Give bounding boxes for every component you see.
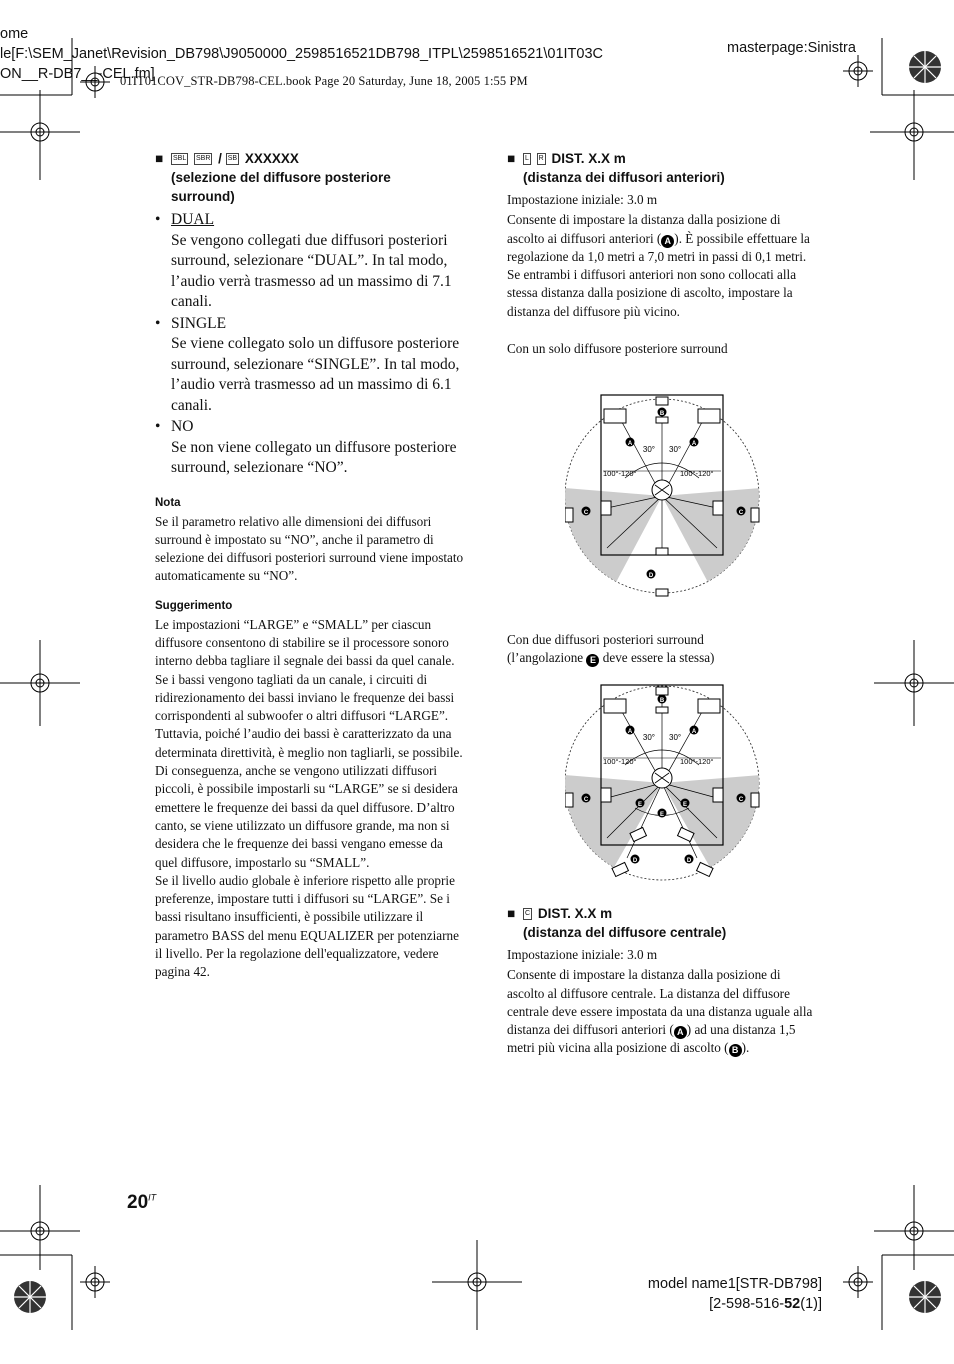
speaker-c-icon: C xyxy=(523,908,532,920)
section-title: DIST. X.X m xyxy=(551,151,626,166)
option-description: Se vengono collegati due diffusori posteriori surround, selezionare “DUAL”. In tal modo, l’audio verrà trasmesso ad un massimo di 7.1 canali. xyxy=(171,231,452,310)
text-run: Consente di impostare la distanza dalla posizione di ascolto al diffusore centrale. La distanza del diffusore centrale deve essere impostata da una distanza uguale alla distanza dei diffusori anteriori ( xyxy=(507,967,813,1038)
speaker-layout-diagram-dual xyxy=(565,683,760,883)
range-label-right: 100°-120° xyxy=(680,757,714,766)
tip-text: Le impostazioni “LARGE” e “SMALL” per ciascun diffusore consentono di stabilire se il processore sonoro interno debba tagliare il segnale dei bassi da quel canale. Se i bassi vengono tagliati da un canale, i circuiti di ridirezionamento dei bassi inviano le frequenze dei bassi corrispondenti al subwoofer o altri diffusori “LARGE”. xyxy=(155,616,455,724)
book-line: 01IT01COV_STR-DB798-CEL.book Page 20 Saturday, June 18, 2005 1:55 PM xyxy=(120,74,528,88)
angle-label-right: 30° xyxy=(669,733,682,742)
tip-text: Tuttavia, poiché l’audio dei bassi è caratterizzato da una determinata direttività, è meglio non tagliarli, se possibile. Di conseguenza, anche se vengono utilizzati diffusori piccoli, è possibile impostarli su “LARGE” se si desidera emettere le frequenze dei bassi da quel diffusore. D’altro canto, se viene utilizzato un diffusore grande, ma non si desidera che le frequenze dei bassi vengano emesse da quel diffusore, impostarlo su “SMALL”. xyxy=(155,726,463,870)
marker-e-label: E xyxy=(682,802,688,808)
angle-label-left: 30° xyxy=(642,733,655,742)
speaker-sb-icon: SB xyxy=(226,153,239,165)
text-run: ). È possibile effettuare la regolazione da 1,0 metri a 7,0 metri in passi di 0,1 metri. xyxy=(507,230,810,264)
bullet-square: ■ xyxy=(507,906,516,921)
section-subtitle-2: surround) xyxy=(171,189,235,204)
option-single: • SINGLE xyxy=(155,314,227,332)
option-list xyxy=(155,210,467,479)
tip-title: Suggerimento xyxy=(155,599,233,612)
text-run: ) ad una distanza 1,5 metri più vicina alla posizione di ascolto ( xyxy=(507,1022,796,1056)
option-label: SINGLE xyxy=(171,314,227,332)
left-column xyxy=(155,149,467,982)
speaker-layout-diagram-single xyxy=(565,393,760,603)
masterpage-label: masterpage:Sinistra xyxy=(727,40,856,56)
initial-setting: Impostazione iniziale: 3.0 m xyxy=(507,947,658,962)
paragraph xyxy=(507,966,819,1057)
range-label-left: 100°-120° xyxy=(603,469,637,478)
model-name: model name1[STR-DB798] xyxy=(647,1276,822,1292)
paragraph xyxy=(507,211,819,266)
marker-c-label: C xyxy=(583,510,589,516)
text-run: (1)] xyxy=(800,1296,822,1312)
marker-b-label: B xyxy=(659,411,665,417)
angle-label-left: 30° xyxy=(642,445,655,454)
text-run: [2-598-516- xyxy=(709,1296,785,1312)
marker-e-label: E xyxy=(637,802,643,808)
section-heading-front-distance xyxy=(507,149,819,187)
marker-d-label: D xyxy=(648,573,654,579)
speaker-sbl-icon: SBL xyxy=(171,153,188,165)
angle-label-right: 30° xyxy=(669,445,682,454)
paragraph: Se entrambi i diffusori anteriori non sono collocati alla stessa distanza dalla posizione di ascolto, impostare la distanza del diffusore più vicino. xyxy=(507,267,797,319)
text-run: 52 xyxy=(784,1296,801,1312)
file-path-line: ome xyxy=(0,26,29,42)
text-run: (l’angolazione xyxy=(507,650,587,666)
section-heading-center-distance xyxy=(507,904,819,942)
model-code xyxy=(648,1294,822,1314)
bullet-square: ■ xyxy=(155,151,164,166)
marker-d-label: D xyxy=(686,858,692,864)
marker-c-label: C xyxy=(738,797,744,803)
marker-a: A xyxy=(661,235,674,248)
section-title: DIST. X.X m xyxy=(537,906,613,921)
page-number-suffix: IT xyxy=(148,1192,157,1203)
model-info xyxy=(648,1274,822,1314)
note-title: Nota xyxy=(155,496,181,509)
marker-e: E xyxy=(586,654,599,667)
figure-caption-2 xyxy=(507,631,819,668)
marker-c-label: C xyxy=(738,510,744,516)
section-title: XXXXXX xyxy=(244,151,299,166)
right-column xyxy=(507,149,819,358)
text-run: Consente di impostare la distanza dalla posizione di ascolto ai diffusori anteriori ( xyxy=(507,212,781,246)
bullet-square: ■ xyxy=(507,151,516,166)
marker-a: A xyxy=(674,1026,687,1039)
caption-line: Con due diffusori posteriori surround xyxy=(507,632,704,647)
slash: / xyxy=(218,151,222,166)
file-path-line: le[F:\SEM_Janet\Revision_DB798\J9050000_2598516521DB798_ITPL\2598516521\01IT03C xyxy=(0,46,603,62)
range-label-right: 100°-120° xyxy=(680,469,714,478)
tip-text: Se il livello audio globale è inferiore rispetto alle proprie preferenze, impostare tutti i diffusori su “LARGE”. Se i bassi risultano insufficienti, è possibile utilizzare il parametro BASS del menu EQUALIZER per potenziarne il livello. Per la regolazione dell'equalizzatore, vedere pagina 42. xyxy=(155,872,459,980)
section-heading-surround-back xyxy=(155,149,467,206)
text-run: ). xyxy=(741,1040,750,1056)
marker-c-label: C xyxy=(583,797,589,803)
option-label: DUAL xyxy=(171,211,215,228)
center-distance-section xyxy=(507,904,819,1058)
marker-a-label: A xyxy=(691,441,697,447)
page-number xyxy=(127,1192,156,1214)
marker-a-label: A xyxy=(691,729,697,735)
file-path-line: ON__R-DB7__-CEL.fm] xyxy=(0,66,155,82)
text-run: deve essere la stessa) xyxy=(599,650,715,666)
speaker-r-icon: R xyxy=(537,153,546,165)
page-number-value: 20 xyxy=(127,1192,149,1213)
marker-e-label: E xyxy=(659,812,665,818)
option-dual: • DUAL xyxy=(155,211,215,228)
range-label-left: 100°-120° xyxy=(603,757,637,766)
marker-a-label: A xyxy=(627,729,633,735)
option-description: Se viene collegato solo un diffusore posteriore surround, selezionare “SINGLE”. In tal modo, l’audio verrà trasmesso ad un massimo di 6.1 canali. xyxy=(171,335,460,414)
marker-b: B xyxy=(729,1044,742,1057)
note-text: Se il parametro relativo alle dimensioni dei diffusori surround è impostato su “NO”, anche il parametro di selezione dei diffusori posteriori surround viene impostato automaticamente su “NO”. xyxy=(155,513,464,584)
option-no: • NO xyxy=(155,418,194,435)
initial-setting: Impostazione iniziale: 3.0 m xyxy=(507,192,658,207)
speaker-l-icon: L xyxy=(523,153,531,165)
caption-line xyxy=(507,649,819,667)
figure-caption-1: Con un solo diffusore posteriore surround xyxy=(507,341,728,357)
marker-a-label: A xyxy=(627,441,633,447)
option-description: Se non viene collegato un diffusore posteriore surround, selezionare “NO”. xyxy=(171,438,457,476)
section-subtitle-1: (selezione del diffusore posteriore xyxy=(171,170,391,185)
marker-d-label: D xyxy=(632,858,638,864)
option-label: NO xyxy=(171,418,194,435)
marker-b-label: B xyxy=(659,698,665,704)
section-subtitle: (distanza del diffusore centrale) xyxy=(523,925,727,940)
section-subtitle: (distanza dei diffusori anteriori) xyxy=(523,170,725,185)
speaker-sbr-icon: SBR xyxy=(194,153,212,165)
